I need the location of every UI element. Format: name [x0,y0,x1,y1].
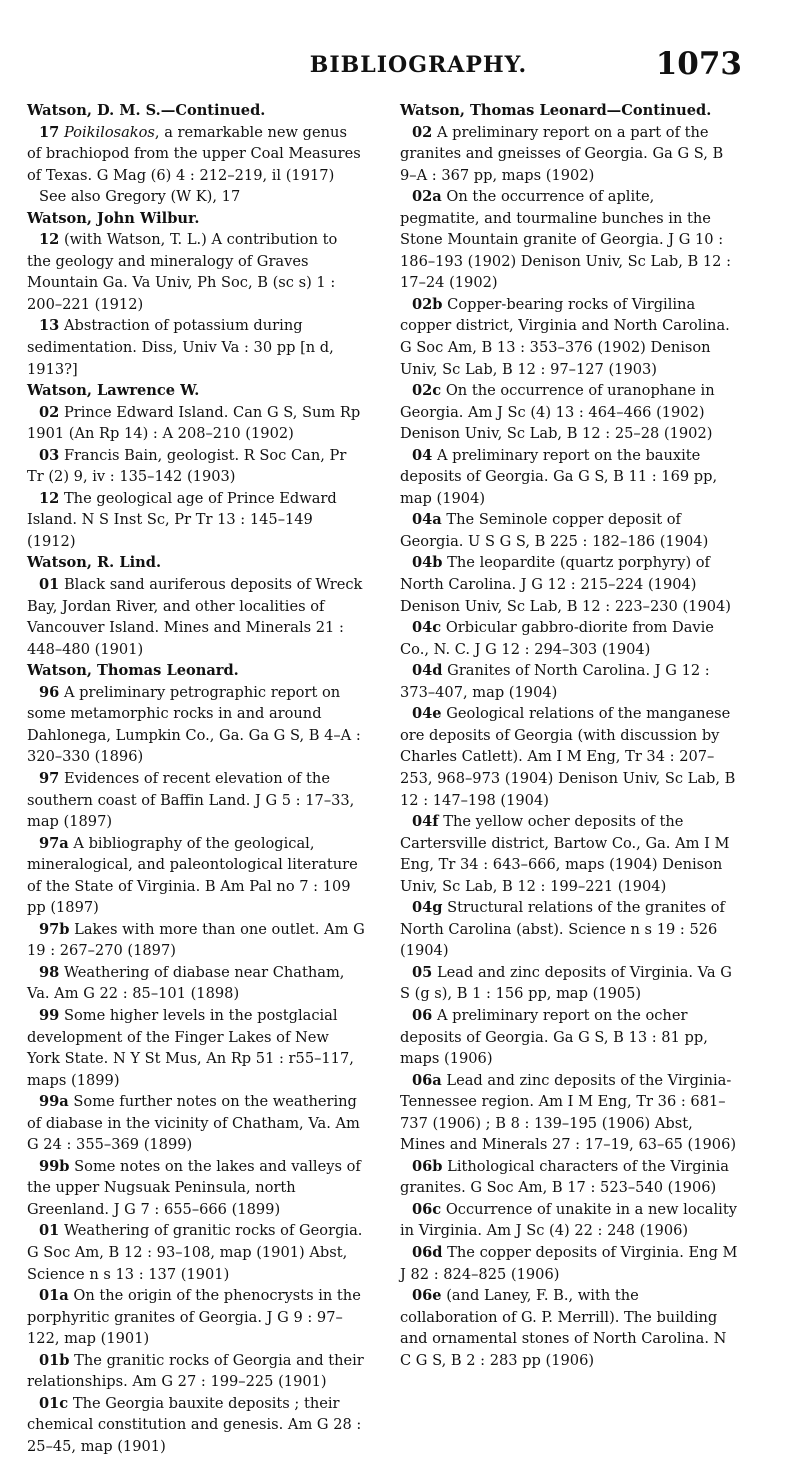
entry-text: Lead and zinc deposits of the Virginia-Tennessee region. Am I M Eng, Tr 36 : 681–737 (1906) ; B 8 : 139–195 (1906) Abst, Mines and Minerals 27 : 17–19, 63–65 (1906) [400,1071,737,1154]
entry-text: On the occurrence of aplite, pegmatite, and tourmaline bunches in the Stone Mountain granite of Georgia. J G 10 : 186–193 (1902) Denison Univ, Sc Lab, B 12 : 17–24 (1902) [400,188,731,292]
entry-text: Weathering of granitic rocks of Georgia. G Soc Am, B 12 : 93–108, map (1901) Abst, Science n s 13 : 137 (1901) [27,1222,363,1283]
bibliography-entry [400,380,738,445]
entry-number: 01b [39,1351,70,1369]
bibliography-entry [27,962,365,1005]
entry-text: Evidences of recent elevation of the southern coast of Baffin Land. J G 5 : 17–33, map (1897) [27,769,355,831]
entry-number: 04g [412,899,443,917]
entry-number: 02 [412,123,433,141]
author-heading: Watson, Thomas Leonard. [27,662,239,680]
author-heading: Watson, D. M. S.—Continued. [27,102,266,119]
entry-number: 02 [39,403,60,421]
entry-number: 98 [39,963,60,981]
right-column [400,100,738,1371]
entry-number: 13 [39,317,60,335]
entry-text: Occurrence of unakite in a new locality in Virginia. Am J Sc (4) 22 : 248 (1906) [400,1200,737,1240]
bibliography-entry [27,1285,365,1350]
entry-text: Lithological characters of the Virginia granites. G Soc Am, B 17 : 523–540 (1906) [400,1157,730,1197]
bibliography-entry [400,962,738,1005]
bibliography-entry [27,315,365,380]
entry-text: Some higher levels in the postglacial development of the Finger Lakes of New York State. N Y St Mus, An Rp 51 : r55–117, maps (1899) [27,1006,354,1089]
entry-number: 01 [39,576,60,594]
entry-number: 99a [39,1093,69,1111]
entry-text: Geological relations of the manganese ore deposits of Georgia (with discussion by Charles Catlett). Am I M Eng, Tr 34 : 207–253, 968–973 (1904) Denison Univ, Sc Lab, B 12 : 147–198 (1904) [400,705,736,809]
bibliography-entry [27,1005,365,1091]
running-title: BIBLIOGRAPHY. [309,52,528,78]
bibliography-entry [400,122,738,187]
entry-text: A preliminary report on a part of the granites and gneisses of Georgia. Ga G S, B 9–A : 367 pp, maps (1902) [400,123,724,184]
entry-text: Prince Edward Island. Can G S, Sum Rp 1901 (An Rp 14) : A 208–210 (1902) [27,403,361,443]
entry-text: (with Watson, T. L.) A contribution to the geology and mineralogy of Graves Mountain Ga. Va Univ, Ph Soc, B (sc s) 1 : 200–221 (1912) [27,231,338,313]
entry-number: 06e [412,1287,442,1305]
bibliography-entry [27,1350,365,1393]
entry-text: The geological age of Prince Edward Island. N S Inst Sc, Pr Tr 13 : 145–149 (1912) [27,489,337,550]
entry-text: Lead and zinc deposits of Virginia. Va G S (g s), B 1 : 156 pp, map (1905) [400,963,732,1003]
left-column [27,100,365,1457]
author-heading: Watson, Lawrence W. [27,382,200,400]
bibliography-entry [400,1156,738,1199]
entry-text: On the occurrence of uranophane in Georgia. Am J Sc (4) 13 : 464–466 (1902) Denison Univ, Sc Lab, B 12 : 25–28 (1902) [400,382,715,443]
bibliography-entry [27,919,365,962]
bibliography-entry [27,229,365,315]
entry-number: 04c [412,619,442,637]
bibliography-entry [27,1091,365,1156]
entry-text: Copper-bearing rocks of Virgilina copper district, Virginia and North Carolina. G Soc Am, B 13 : 353–376 (1902) Denison Univ, Sc Lab, B 12 : 97–127 (1903) [400,295,730,378]
page-header [95,46,742,86]
entry-number: 01 [39,1222,60,1240]
bibliography-entry [400,1242,738,1285]
bibliography-entry [27,768,365,833]
bibliography-entry [400,1005,738,1070]
entry-text: The leopardite (quartz porphyry) of North Carolina. J G 12 : 215–224 (1904) Denison Univ, Sc Lab, B 12 : 223–230 (1904) [400,554,731,615]
entry-text: A bibliography of the geological, mineralogical, and paleontological literature of the State of Virginia. B Am Pal no 7 : 109 pp (1897) [27,834,358,917]
bibliography-entry [400,294,738,380]
entry-number: 06c [412,1200,442,1218]
entry-text: Black sand auriferous deposits of Wreck Bay, Jordan River, and other localities of Vancouver Island. Mines and Minerals 21 : 448–480 (1901) [27,576,363,658]
entry-text: (and Laney, F. B., with the collaboration of G. P. Merrill). The building and ornamental stones of North Carolina. N C G S, B 2 : 283 pp (1906) [400,1287,727,1369]
entry-text: , a remarkable new genus of brachiopod from the upper Coal Measures of Texas. G Mag (6) 4 : 212–219, il (1917) [27,123,361,184]
entry-text: Weathering of diabase near Chatham, Va. Am G 22 : 85–101 (1898) [27,963,345,1003]
bibliography-entry [400,1199,738,1242]
entry-number: 06b [412,1157,443,1175]
author-heading: Watson, R. Lind. [27,554,162,572]
entry-text: Granites of North Carolina. J G 12 : 373–407, map (1904) [400,662,710,701]
bibliography-entry [400,897,738,962]
bibliography-entry [27,682,365,768]
entry-number: 04 [412,446,433,464]
entry-text: On the origin of the phenocrysts in the porphyritic granites of Georgia. J G 9 : 97–122, map (1901) [27,1287,361,1348]
entry-number: 99 [39,1006,60,1024]
bibliography-entry [27,574,365,660]
entry-text: Structural relations of the granites of North Carolina (abst). Science n s 19 : 526 (1904) [400,899,725,960]
entry-text: Abstraction of potassium during sedimentation. Diss, Univ Va : 30 pp [n d, 1913?] [27,317,334,378]
entry-text: Some notes on the lakes and valleys of the upper Nugsuak Peninsula, north Greenland. J G 7 : 655–666 (1899) [27,1157,361,1218]
bibliography-entry [400,445,738,510]
entry-text: See also Gregory (W K), 17 [39,188,241,206]
entry-number: 12 [39,231,60,249]
author-heading: Watson, Thomas Leonard—Continued. [400,102,712,119]
bibliography-entry [27,445,365,488]
entry-number: 97 [39,769,60,787]
entry-text: A preliminary petrographic report on some metamorphic rocks in and around Dahlonega, Lumpkin Co., Ga. Ga G S, B 4–A : 320–330 (1896) [27,683,361,766]
entry-text: The Seminole copper deposit of Georgia. U S G S, B 225 : 182–186 (1904) [400,511,709,550]
entry-text: The Georgia bauxite deposits ; their chemical constitution and genesis. Am G 28 : 25–45, map (1901) [27,1394,362,1455]
entry-text: Some further notes on the weathering of diabase in the vicinity of Chatham, Va. Am G 24 : 355–369 (1899) [27,1093,360,1154]
entry-text: A preliminary report on the ocher deposits of Georgia. Ga G S, B 13 : 81 pp, maps (1906) [400,1006,708,1068]
bibliography-entry [27,1393,365,1457]
entry-number: 04e [412,705,442,723]
bibliography-entry [400,1070,738,1156]
entry-number: 02b [412,295,443,313]
bibliography-entry [400,1285,738,1371]
entry-text: The granitic rocks of Georgia and their relationships. Am G 27 : 199–225 (1901) [27,1351,364,1391]
entry-text: Lakes with more than one outlet. Am G 19 : 267–270 (1897) [27,920,365,960]
bibliography-entry [27,833,365,919]
entry-italic-title: Poikilosakos [63,123,155,141]
entry-number: 97a [39,834,69,852]
bibliography-entry [400,552,738,617]
bibliography-entry [27,1156,365,1221]
entry-text: Orbicular gabbro-diorite from Davie Co., N. C. J G 12 : 294–303 (1904) [400,619,714,658]
bibliography-entry [400,660,738,703]
entry-number: 01a [39,1287,69,1305]
entry-number: 06 [412,1006,433,1024]
entry-number: 06d [412,1243,443,1261]
bibliography-entry [27,1220,365,1285]
bibliography-entry [400,811,738,897]
author-heading: Watson, John Wilbur. [27,209,200,227]
entry-number: 17 [39,123,60,141]
entry-number: 06a [412,1071,442,1089]
entry-number: 04f [412,813,439,831]
entry-number: 04d [412,662,443,680]
bibliography-entry [400,509,738,552]
bibliography-entry [400,703,738,811]
entry-number: 05 [412,963,433,981]
entry-text: A preliminary report on the bauxite deposits of Georgia. Ga G S, B 11 : 169 pp, map (1904) [400,446,718,507]
bibliography-entry [400,186,738,294]
entry-text: The copper deposits of Virginia. Eng M J 82 : 824–825 (1906) [400,1243,738,1283]
entry-number: 04a [412,511,442,529]
bibliography-entry [27,488,365,553]
entry-number: 01c [39,1394,69,1412]
entry-text: The yellow ocher deposits of the Cartersville district, Bartow Co., Ga. Am I M Eng, Tr 34 : 643–666, maps (1904) Denison Univ, Sc Lab, B 12 : 199–221 (1904) [400,813,730,895]
entry-number: 12 [39,489,60,507]
entry-number: 96 [39,683,60,701]
entry-text: Francis Bain, geologist. R Soc Can, Pr Tr (2) 9, iv : 135–142 (1903) [27,446,347,486]
bibliography-entry [400,617,738,660]
page-number: 1073 [655,46,742,82]
entry-number: 02a [412,188,442,206]
bibliography-entry [27,402,365,445]
entry-number: 02c [412,382,442,400]
entry-number: 97b [39,920,70,938]
entry-number: 04b [412,554,443,572]
entry-number: 03 [39,446,60,464]
bibliography-entry [27,186,365,208]
entry-number: 99b [39,1157,70,1175]
bibliography-entry [27,122,365,187]
